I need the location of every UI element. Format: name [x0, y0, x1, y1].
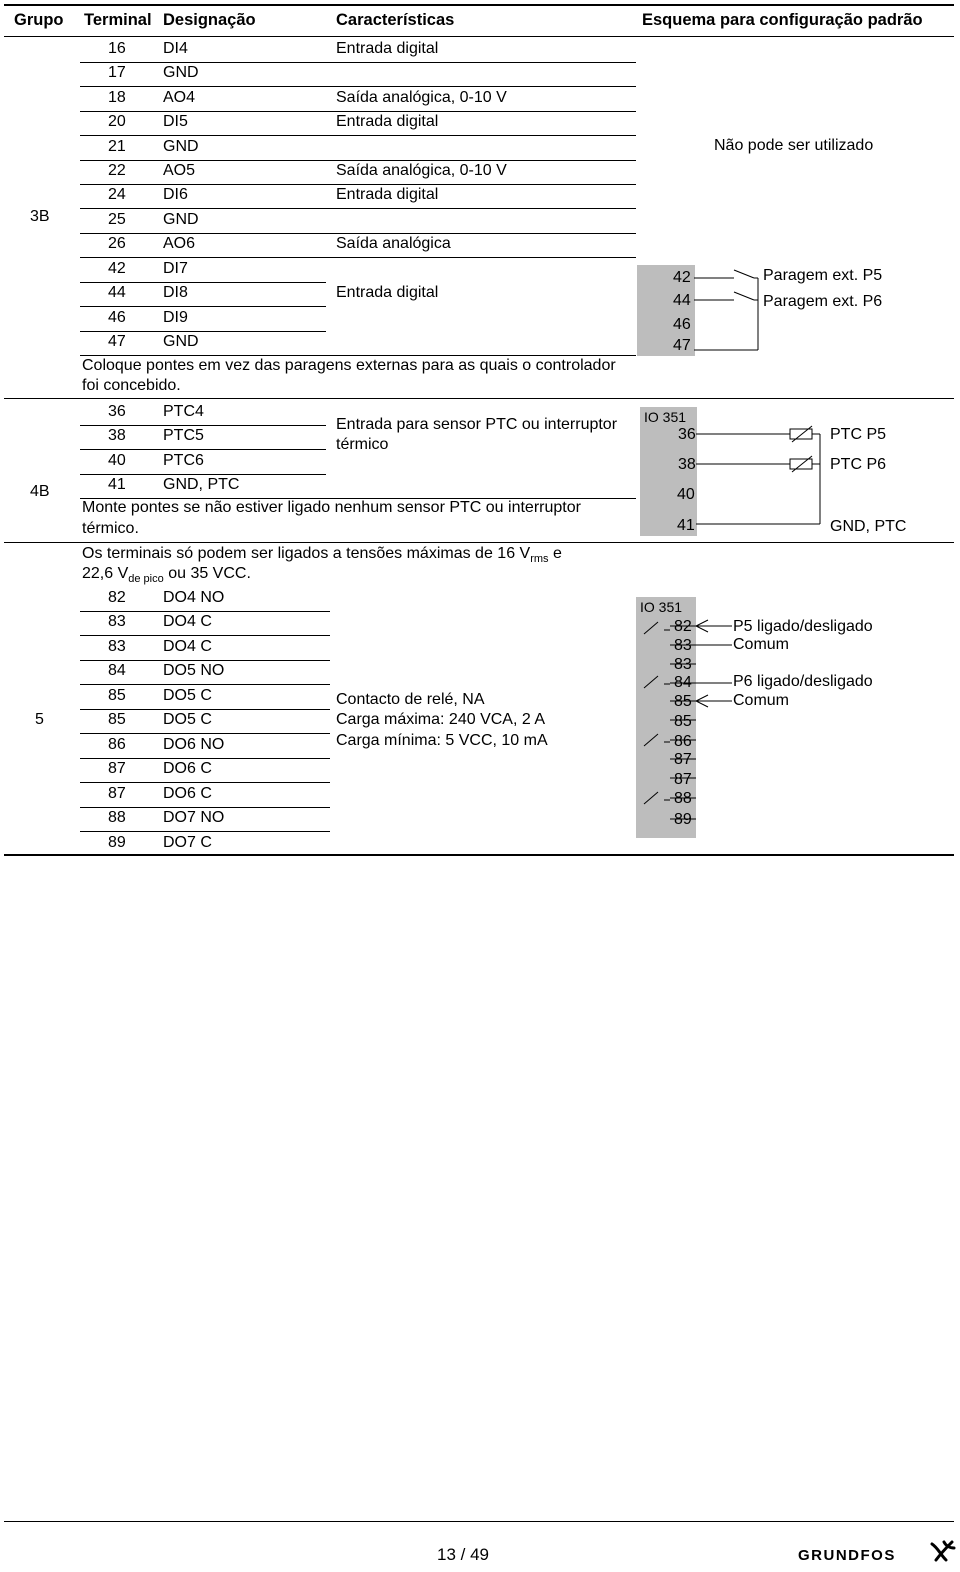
d1-terminal-44: 44 [673, 292, 691, 309]
relay-terminal: 85 [674, 693, 692, 710]
relay-terminal: 84 [674, 674, 692, 691]
row-rule [80, 782, 330, 783]
group-4b-end-rule [4, 542, 954, 543]
io351-label-relay: IO 351 [640, 599, 683, 615]
label-gnd-ptc: GND, PTC [830, 518, 907, 535]
terminal-cell: 17 [108, 64, 126, 81]
terminal-cell: 82 [108, 589, 126, 606]
table-bottom-rule [4, 854, 954, 856]
relay-caract-line1: Contacto de relé, NA [336, 691, 485, 708]
designacao-cell: DI7 [163, 260, 188, 277]
designacao-cell: DI8 [163, 284, 188, 301]
d1-terminal-46: 46 [673, 316, 691, 333]
terminal-cell: 20 [108, 113, 126, 130]
d1-terminal-47: 47 [673, 337, 691, 354]
grundfos-logo-icon [928, 1538, 956, 1564]
row-rule [80, 306, 326, 307]
relay-terminal: 83 [674, 656, 692, 673]
row-rule [80, 282, 326, 283]
label-comum-2: Comum [733, 692, 790, 709]
designacao-cell: PTC4 [163, 403, 204, 420]
stop-switch-wiring [636, 260, 766, 360]
terminal-cell: 44 [108, 284, 126, 301]
group-3b: 3B [30, 208, 50, 225]
designacao-cell: DO5 NO [163, 662, 225, 679]
designacao-cell: DO5 C [163, 687, 212, 704]
terminal-cell: 38 [108, 427, 126, 444]
terminal-cell: 87 [108, 760, 126, 777]
terminal-cell: 46 [108, 309, 126, 326]
d2-terminal-36: 36 [678, 426, 696, 443]
row-rule [80, 233, 636, 234]
terminal-cell: 36 [108, 403, 126, 420]
terminal-cell: 25 [108, 211, 126, 228]
designacao-cell: DO7 NO [163, 809, 225, 826]
designacao-cell: DI5 [163, 113, 188, 130]
terminal-cell: 22 [108, 162, 126, 179]
caract-cell: Entrada digital [336, 186, 439, 203]
header-caracteristicas: Características [336, 11, 455, 29]
row-rule [80, 758, 330, 759]
nao-pode-text: Não pode ser utilizado [714, 137, 874, 154]
caract-cell: Saída analógica, 0-10 V [336, 89, 507, 106]
designacao-cell: GND [163, 333, 199, 350]
designacao-cell: AO6 [163, 235, 196, 252]
caract-entrada-digital: Entrada digital [336, 284, 439, 301]
relay-caract-line3: Carga mínima: 5 VCC, 10 mA [336, 732, 548, 749]
row-rule [80, 86, 636, 87]
group-3b-end-rule [4, 398, 636, 399]
designacao-cell: GND, PTC [163, 476, 240, 493]
caract-cell: Entrada digital [336, 40, 439, 57]
relay-terminal: 88 [674, 790, 692, 807]
terminal-cell: 18 [108, 89, 126, 106]
designacao-cell: DI9 [163, 309, 188, 326]
terminal-cell: 21 [108, 138, 126, 155]
header-esquema: Esquema para configuração padrão [642, 11, 923, 29]
label-comum-1: Comum [733, 636, 790, 653]
ptc-caract-line1: Entrada para sensor PTC ou interruptor [336, 416, 618, 433]
diagram-rule-1 [636, 398, 954, 399]
note-3b-line2: foi concebido. [82, 377, 181, 394]
designacao-cell: DO4 NO [163, 589, 225, 606]
designacao-cell: DO6 C [163, 760, 212, 777]
relay-terminal: 83 [674, 637, 692, 654]
terminal-cell: 87 [108, 785, 126, 802]
ptc-caract-line2: térmico [336, 436, 389, 453]
terminal-cell: 42 [108, 260, 126, 277]
row-rule [80, 62, 636, 63]
row-rule [80, 449, 326, 450]
row-rule [80, 709, 330, 710]
row-rule [80, 733, 330, 734]
terminal-cell: 86 [108, 736, 126, 753]
row-rule [80, 331, 326, 332]
designacao-cell: AO5 [163, 162, 196, 179]
relay-terminal: 87 [674, 771, 692, 788]
terminal-cell: 16 [108, 40, 126, 57]
relay-terminal: 85 [674, 713, 692, 730]
row-rule [80, 611, 330, 612]
header-terminal: Terminal [84, 11, 152, 29]
row-rule [80, 135, 636, 136]
d1-terminal-42: 42 [673, 269, 691, 286]
terminal-cell: 83 [108, 613, 126, 630]
label-p6-ligado: P6 ligado/desligado [733, 673, 873, 690]
relay-terminal: 87 [674, 751, 692, 768]
io351-label-ptc: IO 351 [644, 409, 687, 425]
note-4b-line1: Monte pontes se não estiver ligado nenhum sensor PTC ou interruptor [82, 499, 581, 516]
caract-cell: Entrada digital [336, 113, 439, 130]
row-rule [80, 635, 330, 636]
designacao-cell: PTC6 [163, 452, 204, 469]
footer-rule [4, 1521, 954, 1522]
note-5-line2: 22,6 $V_{de pico}$ ou 35 VCC. [82, 565, 251, 586]
row-rule [80, 208, 636, 209]
designacao-cell: GND [163, 211, 199, 228]
d2-terminal-40: 40 [677, 486, 695, 503]
terminal-cell: 85 [108, 687, 126, 704]
terminal-cell: 83 [108, 638, 126, 655]
row-rule [80, 684, 330, 685]
header-rule [4, 36, 954, 37]
designacao-cell: GND [163, 138, 199, 155]
terminal-cell: 47 [108, 333, 126, 350]
designacao-cell: DI6 [163, 186, 188, 203]
designacao-cell: DO6 NO [163, 736, 225, 753]
terminal-cell: 85 [108, 711, 126, 728]
designacao-cell: DO6 C [163, 785, 212, 802]
header-designacao: Designação [163, 11, 256, 29]
row-rule [80, 831, 330, 832]
row-rule [80, 807, 330, 808]
note-5-line1: Os terminais só podem ser ligados a tensões máximas de 16 $V_{rms}$ e [82, 545, 562, 566]
relay-terminal: 86 [674, 733, 692, 750]
label-paragem-p6: Paragem ext. P6 [763, 293, 883, 310]
row-rule [80, 160, 636, 161]
row-rule [80, 111, 636, 112]
designacao-cell: AO4 [163, 89, 196, 106]
designacao-cell: GND [163, 64, 199, 81]
designacao-cell: PTC5 [163, 427, 204, 444]
ptc-wiring [696, 420, 826, 530]
page-number: 13 / 49 [437, 1545, 489, 1564]
terminal-cell: 24 [108, 186, 126, 203]
designacao-cell: DO4 C [163, 613, 212, 630]
note-4b-line2: térmico. [82, 520, 139, 537]
row-rule [80, 184, 636, 185]
terminal-cell: 40 [108, 452, 126, 469]
header-grupo: Grupo [14, 11, 64, 29]
label-ptc-p5: PTC P5 [830, 426, 887, 443]
d2-terminal-38: 38 [678, 456, 696, 473]
row-rule [80, 257, 636, 258]
top-rule [4, 4, 954, 6]
relay-caract-line2: Carga máxima: 240 VCA, 2 A [336, 711, 545, 728]
group-4b: 4B [30, 483, 50, 500]
group-5: 5 [35, 711, 44, 728]
d2-terminal-41: 41 [677, 517, 695, 534]
relay-terminal: 82 [674, 618, 692, 635]
designacao-cell: DI4 [163, 40, 188, 57]
label-ptc-p6: PTC P6 [830, 456, 887, 473]
grundfos-logo-text: GRUNDFOS [798, 1547, 896, 1564]
designacao-cell: DO7 C [163, 834, 212, 851]
terminal-cell: 88 [108, 809, 126, 826]
row-rule [80, 355, 636, 356]
note-3b-line1: Coloque pontes em vez das paragens externas para as quais o controlador [82, 357, 616, 374]
caract-cell: Saída analógica [336, 235, 451, 252]
terminal-cell: 89 [108, 834, 126, 851]
row-rule [80, 474, 326, 475]
designacao-cell: DO4 C [163, 638, 212, 655]
relay-wiring [636, 612, 736, 832]
terminal-cell: 84 [108, 662, 126, 679]
designacao-cell: DO5 C [163, 711, 212, 728]
relay-terminal: 89 [674, 811, 692, 828]
row-rule [80, 660, 330, 661]
caract-cell: Saída analógica, 0-10 V [336, 162, 507, 179]
row-rule [80, 425, 326, 426]
terminal-cell: 41 [108, 476, 126, 493]
terminal-cell: 26 [108, 235, 126, 252]
label-paragem-p5: Paragem ext. P5 [763, 267, 883, 284]
label-p5-ligado: P5 ligado/desligado [733, 618, 873, 635]
